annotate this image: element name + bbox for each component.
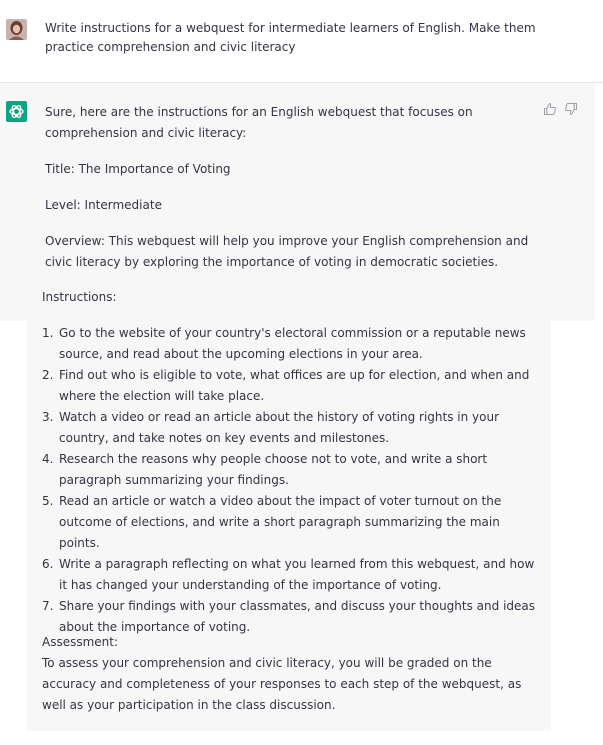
openai-logo-icon <box>6 101 27 122</box>
list-item: 2. Find out who is eligible to vote, what offices are up for election, and when and where the election will take place. <box>42 368 530 403</box>
assistant-intro: Sure, here are the instructions for an English webquest that focuses on comprehension and civic literacy: <box>45 105 473 140</box>
assessment-section <box>42 632 537 716</box>
instructions-list <box>42 323 537 638</box>
list-item: 4. Research the reasons why people choose not to vote, and write a short paragraph summarizing your findings. <box>42 452 488 487</box>
thumbs-down-icon[interactable] <box>564 102 578 116</box>
list-item: 3. Watch a video or read an article about the history of voting rights in your country, and take notes on key events and milestones. <box>42 410 500 445</box>
webquest-overview: Overview: This webquest will help you improve your English comprehension and civic literacy by exploring the importance of voting in democratic societies. <box>45 234 529 269</box>
user-message-text: Write instructions for a webquest for intermediate learners of English. Make them practice comprehension and civic literacy <box>45 21 536 54</box>
thumbs-up-icon[interactable] <box>543 102 557 116</box>
user-message-row <box>0 0 603 83</box>
assistant-message-row <box>0 83 595 321</box>
list-item: 7. Share your findings with your classmates, and discuss your thoughts and ideas about the importance of voting. <box>42 599 536 634</box>
assessment-text: To assess your comprehension and civic literacy, you will be graded on the accuracy and completeness of your responses to each step of the webquest, as well as your participation in the class discussion. <box>42 656 522 712</box>
instructions-heading: Instructions: <box>42 290 117 304</box>
list-item: 1. Go to the website of your country's electoral commission or a reputable news source, and read about the upcoming elections in your area. <box>42 326 526 361</box>
webquest-title: Title: The Importance of Voting <box>45 162 231 176</box>
user-avatar <box>6 19 27 40</box>
webquest-level: Level: Intermediate <box>45 198 162 212</box>
list-item: 5. Read an article or watch a video about the impact of voter turnout on the outcome of elections, and write a short paragraph summarizing the main points. <box>42 494 502 550</box>
list-item: 6. Write a paragraph reflecting on what you learned from this webquest, and how it has changed your understanding of the importance of voting. <box>42 557 535 592</box>
assessment-heading: Assessment: <box>42 635 119 649</box>
